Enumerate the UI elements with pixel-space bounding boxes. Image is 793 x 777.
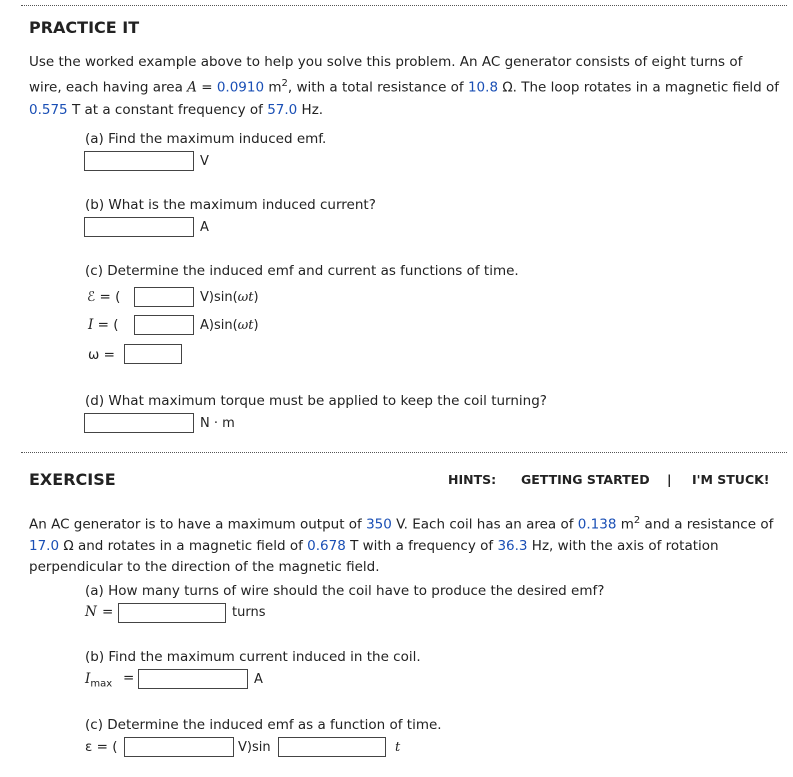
imax-unit: A: [254, 672, 263, 687]
emf-amplitude-input[interactable]: [134, 287, 194, 307]
exercise-emf-sin-arg-input[interactable]: [278, 737, 386, 757]
voltage-value: 350: [366, 516, 392, 533]
imax-label: $I_{max}$: [85, 671, 113, 690]
emf-label: ℰ = (: [87, 289, 121, 305]
exercise-field-value: 0.678: [307, 537, 346, 554]
turns-unit: turns: [232, 605, 266, 620]
imax-input[interactable]: [138, 669, 248, 689]
current-unit: A)sin(ωt): [200, 318, 259, 333]
practice-b-prompt: (b) What is the maximum induced current?: [85, 197, 376, 213]
exercise-emf-unit: V)sin: [238, 740, 271, 755]
practice-a-input[interactable]: [84, 151, 194, 171]
practice-c-prompt: (c) Determine the induced emf and current as functions of time.: [85, 263, 519, 279]
practice-b-unit: A: [200, 220, 209, 235]
practice-d-input[interactable]: [84, 413, 194, 433]
getting-started-link[interactable]: GETTING STARTED: [521, 472, 650, 487]
frequency-value: 57.0: [267, 101, 298, 118]
hint-separator: |: [667, 472, 672, 487]
hints-label: HINTS:: [448, 472, 497, 487]
practice-a-prompt: (a) Find the maximum induced emf.: [85, 131, 327, 147]
turns-eq: =: [102, 604, 114, 620]
omega-input[interactable]: [124, 344, 182, 364]
exercise-resistance-value: 17.0: [29, 537, 60, 554]
emf-unit: V)sin(ωt): [200, 290, 259, 305]
top-divider: [21, 5, 787, 6]
practice-d-prompt: (d) What maximum torque must be applied to keep the coil turning?: [85, 393, 547, 409]
omega-label: ω =: [88, 347, 115, 363]
exercise-problem-text: An AC generator is to have a maximum output of 350 V. Each coil has an area of 0.138 $m^2$ and a resistance of 17.0 Ω and rotates in a magnetic field of 0.678 T with a frequency of 36.3 Hz, with the axis of rotation perpendicular to the direction of the magnetic field.: [29, 515, 774, 575]
exercise-frequency-value: 36.3: [497, 537, 528, 554]
section-divider: [21, 452, 787, 453]
practice-title: PRACTICE IT: [29, 18, 140, 37]
im-stuck-link[interactable]: I'M STUCK!: [692, 472, 770, 487]
practice-b-input[interactable]: [84, 217, 194, 237]
exercise-emf-amplitude-input[interactable]: [124, 737, 234, 757]
practice-a-unit: V: [200, 154, 209, 169]
field-value: 0.575: [29, 101, 68, 118]
practice-d-unit: N · m: [200, 416, 235, 431]
exercise-c-prompt: (c) Determine the induced emf as a function of time.: [85, 717, 442, 733]
exercise-b-prompt: (b) Find the maximum current induced in the coil.: [85, 649, 421, 665]
resistance-value: 10.8: [467, 79, 499, 96]
exercise-area-value: 0.138: [577, 516, 617, 533]
current-amplitude-input[interactable]: [134, 315, 194, 335]
practice-problem-text: Use the worked example above to help you solve this problem. An AC generator consists of eight turns of wire, each having area A = 0.0910 $m^2$, with a total resistance of 10.8 Ω. The loop rotates in a magnetic field of 0.575 T at a constant frequency of 57.0 Hz.: [29, 54, 779, 118]
turns-input[interactable]: [118, 603, 226, 623]
turns-label: N: [85, 604, 97, 620]
time-variable: t: [395, 740, 401, 755]
area-value: 0.0910: [216, 79, 265, 96]
current-label: I = (: [88, 317, 119, 333]
exercise-a-prompt: (a) How many turns of wire should the coil have to produce the desired emf?: [85, 583, 605, 599]
imax-eq: =: [123, 670, 135, 686]
exercise-emf-label: ε = (: [85, 739, 118, 755]
exercise-title: EXERCISE: [29, 470, 116, 489]
